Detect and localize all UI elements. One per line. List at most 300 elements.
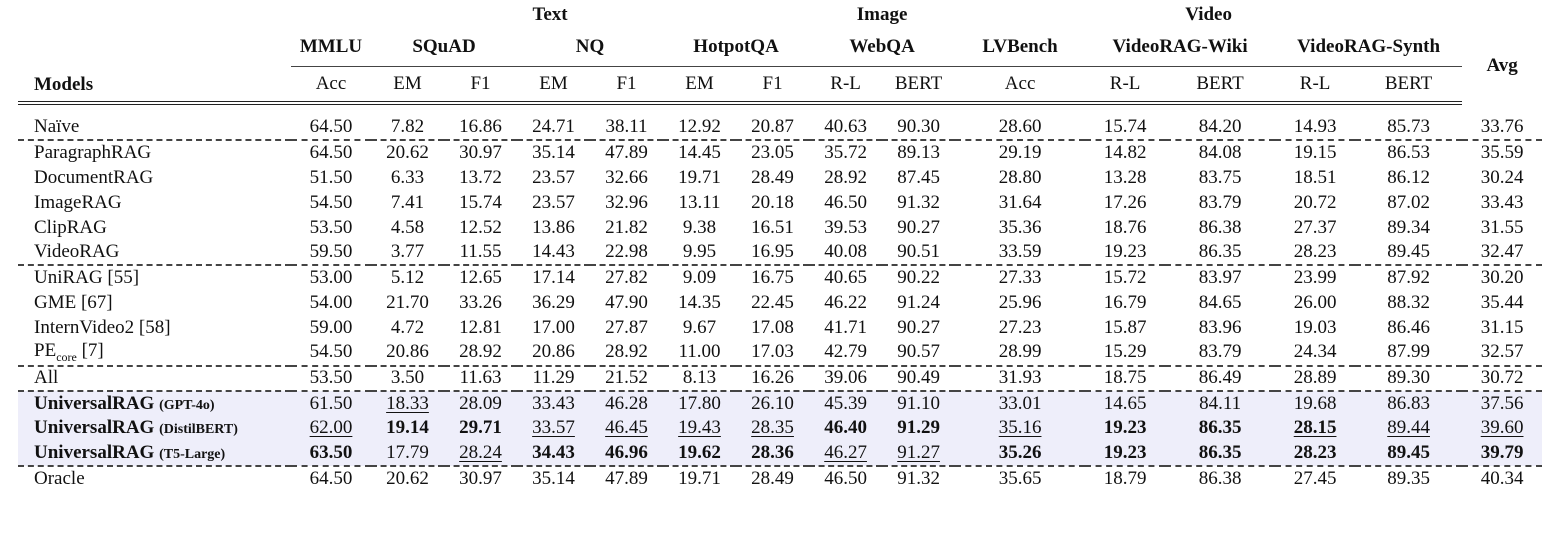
- score-cell: [1275, 391, 1355, 416]
- model-name-main: UniversalRAG: [34, 392, 155, 414]
- score-value: 17.08: [751, 316, 794, 338]
- score-cell: [1275, 290, 1355, 315]
- score-value: 37.56: [1480, 392, 1524, 414]
- score-value: 46.28: [605, 392, 648, 414]
- score-value: 19.71: [678, 467, 721, 489]
- model-name-main: All: [34, 367, 59, 389]
- score-cell: [291, 140, 371, 165]
- score-value: 59.00: [309, 316, 353, 338]
- score-cell: [882, 416, 955, 441]
- avg-header: Avg: [1486, 54, 1518, 76]
- score-cell: [809, 416, 882, 441]
- score-value: 89.30: [1387, 367, 1430, 389]
- score-value: 86.53: [1387, 142, 1430, 163]
- score-value: 17.80: [678, 392, 721, 414]
- score-cell: [736, 240, 809, 265]
- score-value: 38.11: [605, 116, 648, 137]
- score-cell: [371, 115, 444, 140]
- score-cell: [955, 416, 1085, 441]
- score-value: 20.18: [751, 191, 794, 213]
- table-row: [18, 190, 1542, 215]
- score-value: 22.98: [605, 241, 648, 262]
- score-cell: [444, 391, 517, 416]
- score-value: 90.57: [897, 341, 940, 363]
- model-name: [18, 466, 291, 491]
- dataset-squad: SQuAD: [371, 28, 517, 67]
- score-cell: [809, 366, 882, 391]
- score-value: 27.37: [1293, 216, 1337, 238]
- score-cell: [1085, 115, 1165, 140]
- score-value: 13.86: [532, 216, 575, 238]
- score-value: 18.76: [1103, 216, 1147, 238]
- score-cell: [955, 441, 1085, 466]
- score-value: 86.83: [1387, 392, 1430, 414]
- score-value: 9.95: [682, 241, 717, 262]
- table-row: [18, 140, 1542, 165]
- score-cell: [1165, 115, 1275, 140]
- score-value: 17.03: [751, 341, 794, 363]
- metric-header: EM: [371, 67, 444, 104]
- score-value: 7.41: [390, 191, 425, 213]
- score-value: 20.86: [386, 341, 429, 363]
- score-value: 54.00: [309, 291, 353, 313]
- score-cell: [1085, 391, 1165, 416]
- avg-cell: [1462, 441, 1542, 466]
- score-cell: [736, 165, 809, 190]
- score-cell: [1355, 265, 1462, 290]
- score-cell: [736, 441, 809, 466]
- dataset-hotpotqa: HotpotQA: [663, 28, 809, 67]
- score-value: 83.79: [1198, 191, 1242, 213]
- score-value: 39.60: [1480, 417, 1524, 439]
- score-value: 32.47: [1480, 241, 1524, 262]
- score-cell: [590, 340, 663, 366]
- score-value: 33.59: [998, 241, 1042, 262]
- score-value: 21.70: [386, 291, 429, 313]
- score-value: 86.12: [1387, 166, 1430, 188]
- score-cell: [882, 215, 955, 240]
- score-value: 14.93: [1293, 116, 1337, 137]
- score-value: 19.14: [386, 417, 429, 439]
- score-cell: [1165, 240, 1275, 265]
- metric-header: EM: [517, 67, 590, 104]
- score-value: 87.02: [1387, 191, 1430, 213]
- score-value: 4.58: [390, 216, 425, 238]
- score-cell: [517, 115, 590, 140]
- score-value: 35.26: [998, 441, 1042, 463]
- score-cell: [1355, 416, 1462, 441]
- model-name: [18, 215, 291, 240]
- score-cell: [590, 391, 663, 416]
- score-cell: [955, 215, 1085, 240]
- score-value: 23.05: [751, 142, 794, 163]
- score-cell: [1165, 165, 1275, 190]
- model-name-main: PE: [34, 340, 57, 361]
- score-value: 89.45: [1387, 241, 1430, 262]
- score-cell: [590, 165, 663, 190]
- score-value: 28.89: [1293, 367, 1337, 389]
- model-name: [18, 190, 291, 215]
- model-name-main: ImageRAG: [34, 191, 122, 213]
- metric-header: F1: [736, 67, 809, 104]
- score-cell: [736, 290, 809, 315]
- score-value: 35.14: [532, 467, 575, 489]
- model-name-main: DocumentRAG: [34, 166, 154, 188]
- score-cell: [517, 315, 590, 340]
- score-cell: [1085, 215, 1165, 240]
- score-cell: [882, 466, 955, 491]
- score-cell: [1355, 190, 1462, 215]
- score-cell: [1165, 416, 1275, 441]
- score-cell: [1085, 416, 1165, 441]
- score-value: 22.45: [751, 291, 794, 313]
- score-value: 87.45: [897, 166, 940, 188]
- score-cell: [291, 315, 371, 340]
- score-value: 26.00: [1293, 291, 1337, 313]
- score-cell: [1165, 340, 1275, 366]
- score-cell: [517, 240, 590, 265]
- score-cell: [590, 416, 663, 441]
- score-value: 20.72: [1293, 191, 1337, 213]
- score-cell: [1355, 115, 1462, 140]
- score-cell: [1165, 215, 1275, 240]
- score-value: 17.26: [1103, 191, 1147, 213]
- table-row: [18, 366, 1542, 391]
- score-value: 4.72: [390, 316, 425, 338]
- score-cell: [809, 466, 882, 491]
- metric-header: F1: [444, 67, 517, 104]
- score-value: 21.52: [605, 367, 648, 389]
- score-cell: [882, 391, 955, 416]
- score-cell: [955, 466, 1085, 491]
- score-value: 23.57: [532, 191, 575, 213]
- score-cell: [1355, 165, 1462, 190]
- score-value: 39.06: [824, 367, 867, 389]
- score-value: 46.40: [824, 417, 867, 439]
- score-cell: [371, 416, 444, 441]
- score-value: 46.50: [824, 191, 867, 213]
- score-cell: [590, 366, 663, 391]
- score-value: 19.71: [678, 166, 721, 188]
- score-value: 28.15: [1293, 417, 1337, 439]
- avg-cell: [1462, 115, 1542, 140]
- score-cell: [1275, 416, 1355, 441]
- score-cell: [736, 115, 809, 140]
- score-cell: [517, 391, 590, 416]
- score-cell: [882, 441, 955, 466]
- score-value: 54.50: [309, 191, 353, 213]
- score-value: 11.00: [678, 341, 721, 363]
- score-cell: [663, 215, 736, 240]
- score-value: 35.44: [1480, 291, 1524, 313]
- score-value: 11.63: [459, 367, 502, 389]
- score-value: 34.43: [532, 441, 575, 463]
- score-value: 12.92: [678, 116, 721, 137]
- score-value: 54.50: [309, 341, 353, 363]
- score-value: 33.76: [1480, 116, 1524, 137]
- score-value: 33.26: [459, 291, 502, 313]
- score-cell: [517, 441, 590, 466]
- dataset-lvbench: LVBench: [955, 28, 1085, 67]
- score-cell: [1165, 391, 1275, 416]
- score-cell: [1275, 441, 1355, 466]
- score-cell: [291, 466, 371, 491]
- table-row: [18, 290, 1542, 315]
- score-value: 91.32: [897, 467, 940, 489]
- table-row: [18, 466, 1542, 491]
- score-cell: [371, 290, 444, 315]
- group-image: Image: [856, 4, 908, 25]
- score-value: 35.65: [998, 467, 1042, 489]
- score-value: 91.29: [897, 417, 940, 439]
- avg-cell: [1462, 140, 1542, 165]
- score-cell: [517, 215, 590, 240]
- score-value: 28.92: [459, 341, 502, 363]
- score-cell: [590, 466, 663, 491]
- score-value: 36.29: [532, 291, 575, 313]
- score-value: 20.86: [532, 341, 575, 363]
- score-cell: [663, 190, 736, 215]
- score-cell: [291, 240, 371, 265]
- score-cell: [809, 115, 882, 140]
- score-value: 87.99: [1387, 341, 1430, 363]
- score-value: 89.44: [1387, 417, 1430, 439]
- dataset-videorag-wiki: VideoRAG-Wiki: [1085, 28, 1275, 67]
- score-value: 9.38: [682, 216, 717, 238]
- score-cell: [371, 441, 444, 466]
- score-cell: [882, 240, 955, 265]
- score-value: 21.82: [605, 216, 648, 238]
- score-value: 87.92: [1387, 267, 1430, 288]
- score-cell: [663, 315, 736, 340]
- score-cell: [1085, 441, 1165, 466]
- models-header: Models: [18, 67, 291, 104]
- score-cell: [663, 466, 736, 491]
- score-cell: [663, 441, 736, 466]
- score-cell: [371, 391, 444, 416]
- score-value: 16.95: [751, 241, 794, 262]
- score-cell: [444, 265, 517, 290]
- score-value: 5.12: [390, 267, 425, 288]
- score-value: 16.26: [751, 367, 794, 389]
- avg-cell: [1462, 466, 1542, 491]
- score-value: 28.49: [751, 467, 794, 489]
- score-value: 17.79: [386, 441, 429, 463]
- score-cell: [1165, 466, 1275, 491]
- score-cell: [371, 340, 444, 366]
- score-cell: [809, 290, 882, 315]
- metric-header: EM: [663, 67, 736, 104]
- score-value: 13.11: [678, 191, 721, 213]
- score-cell: [291, 391, 371, 416]
- score-cell: [809, 140, 882, 165]
- score-value: 35.36: [998, 216, 1042, 238]
- score-cell: [1165, 190, 1275, 215]
- score-value: 17.00: [532, 316, 575, 338]
- score-value: 84.08: [1198, 142, 1242, 163]
- score-value: 33.43: [1480, 191, 1524, 213]
- score-cell: [444, 441, 517, 466]
- score-value: 59.50: [309, 241, 353, 262]
- score-cell: [291, 165, 371, 190]
- score-value: 24.34: [1293, 341, 1337, 363]
- score-value: 33.01: [998, 392, 1042, 414]
- score-cell: [955, 391, 1085, 416]
- score-value: 53.50: [309, 216, 353, 238]
- model-name: [18, 290, 291, 315]
- score-cell: [809, 240, 882, 265]
- model-name: [18, 240, 291, 265]
- score-cell: [444, 340, 517, 366]
- model-name: [18, 265, 291, 290]
- score-value: 90.27: [897, 216, 940, 238]
- score-value: 27.82: [605, 267, 648, 288]
- model-name: [18, 340, 291, 366]
- score-cell: [736, 190, 809, 215]
- score-value: 28.23: [1293, 441, 1337, 463]
- score-value: 28.92: [605, 341, 648, 363]
- score-cell: [1355, 340, 1462, 366]
- score-value: 20.87: [751, 116, 794, 137]
- group-header-row: [18, 2, 1542, 28]
- score-value: 51.50: [309, 166, 353, 188]
- score-value: 28.99: [998, 341, 1042, 363]
- score-cell: [291, 366, 371, 391]
- score-value: 83.75: [1198, 166, 1242, 188]
- score-cell: [1355, 140, 1462, 165]
- score-value: 16.51: [751, 216, 794, 238]
- model-name-subscript: core: [56, 349, 77, 364]
- score-cell: [1275, 315, 1355, 340]
- score-cell: [590, 290, 663, 315]
- metric-header: BERT: [1355, 67, 1462, 104]
- score-cell: [444, 240, 517, 265]
- group-text: Text: [532, 4, 568, 25]
- score-cell: [809, 391, 882, 416]
- score-cell: [444, 215, 517, 240]
- model-name-main: UniRAG [55]: [34, 267, 140, 288]
- score-value: 3.50: [390, 367, 425, 389]
- score-cell: [444, 290, 517, 315]
- score-cell: [882, 115, 955, 140]
- results-table: [18, 2, 1542, 491]
- model-name-main: VideoRAG: [34, 241, 120, 262]
- model-name: [18, 416, 291, 441]
- score-value: 40.63: [824, 116, 867, 137]
- score-cell: [291, 190, 371, 215]
- score-value: 14.35: [678, 291, 721, 313]
- score-value: 83.79: [1198, 341, 1242, 363]
- score-cell: [1275, 340, 1355, 366]
- score-cell: [291, 115, 371, 140]
- score-value: 90.49: [897, 367, 940, 389]
- score-cell: [1085, 466, 1165, 491]
- score-value: 30.97: [459, 467, 502, 489]
- table-row: [18, 340, 1542, 366]
- score-cell: [1355, 391, 1462, 416]
- score-value: 20.62: [386, 142, 429, 163]
- score-cell: [1275, 215, 1355, 240]
- score-cell: [371, 140, 444, 165]
- score-cell: [291, 340, 371, 366]
- score-value: 30.97: [459, 142, 502, 163]
- score-value: 35.14: [532, 142, 575, 163]
- score-value: 84.20: [1198, 116, 1242, 137]
- score-cell: [1085, 140, 1165, 165]
- table-row: [18, 441, 1542, 466]
- score-value: 28.49: [751, 166, 794, 188]
- avg-cell: [1462, 340, 1542, 366]
- score-cell: [955, 290, 1085, 315]
- score-value: 89.34: [1387, 216, 1430, 238]
- score-value: 16.75: [751, 267, 794, 288]
- score-value: 27.23: [998, 316, 1042, 338]
- score-cell: [809, 315, 882, 340]
- score-cell: [291, 416, 371, 441]
- score-value: 91.32: [897, 191, 940, 213]
- score-cell: [371, 315, 444, 340]
- score-cell: [1355, 441, 1462, 466]
- model-name-main: Oracle: [34, 467, 85, 489]
- score-value: 33.57: [532, 417, 575, 439]
- score-value: 15.87: [1103, 316, 1147, 338]
- score-value: 63.50: [309, 441, 353, 463]
- score-cell: [1165, 290, 1275, 315]
- metric-header: F1: [590, 67, 663, 104]
- metric-header-row: [18, 67, 1542, 104]
- score-value: 64.50: [309, 467, 353, 489]
- score-cell: [1355, 466, 1462, 491]
- score-value: 35.59: [1480, 142, 1524, 163]
- score-cell: [1275, 265, 1355, 290]
- score-value: 16.86: [459, 116, 502, 137]
- score-value: 32.57: [1480, 341, 1524, 363]
- score-cell: [809, 165, 882, 190]
- score-cell: [517, 340, 590, 366]
- score-value: 47.89: [605, 467, 648, 489]
- score-cell: [809, 190, 882, 215]
- score-value: 86.38: [1198, 216, 1242, 238]
- score-value: 90.51: [897, 241, 940, 262]
- score-cell: [1355, 240, 1462, 265]
- score-cell: [736, 466, 809, 491]
- score-cell: [882, 340, 955, 366]
- score-cell: [444, 466, 517, 491]
- score-value: 28.92: [824, 166, 867, 188]
- score-cell: [444, 366, 517, 391]
- score-value: 19.03: [1293, 316, 1337, 338]
- score-cell: [444, 190, 517, 215]
- score-value: 32.96: [605, 191, 648, 213]
- model-name-main: Naïve: [34, 116, 80, 137]
- score-cell: [882, 290, 955, 315]
- score-cell: [1165, 366, 1275, 391]
- score-cell: [590, 190, 663, 215]
- dataset-header-row: [18, 28, 1542, 67]
- score-value: 40.08: [824, 241, 867, 262]
- score-value: 86.35: [1198, 441, 1242, 463]
- score-cell: [1085, 265, 1165, 290]
- score-value: 18.79: [1103, 467, 1147, 489]
- score-cell: [444, 140, 517, 165]
- score-cell: [955, 240, 1085, 265]
- score-value: 86.49: [1198, 367, 1242, 389]
- score-value: 28.35: [751, 417, 794, 439]
- score-value: 88.32: [1387, 291, 1430, 313]
- score-value: 47.90: [605, 291, 648, 313]
- score-value: 30.20: [1480, 267, 1524, 288]
- score-cell: [736, 416, 809, 441]
